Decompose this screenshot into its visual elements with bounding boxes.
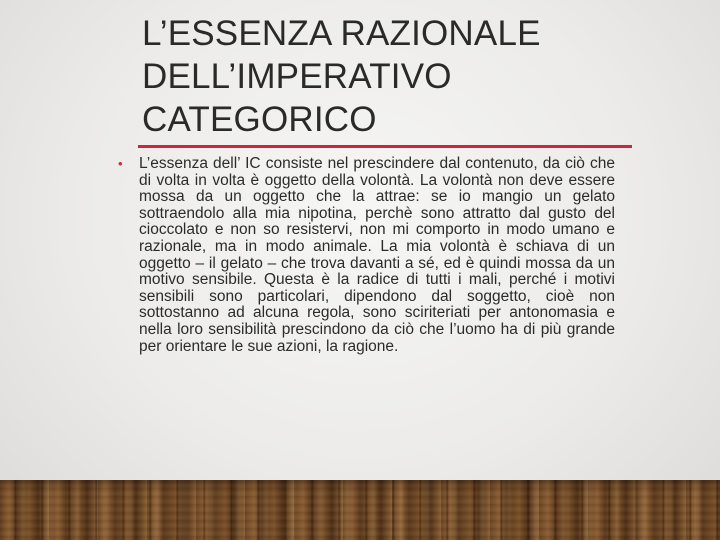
wood-grain-overlay [0,480,720,540]
title-line-1: L’ESSENZA RAZIONALE [142,14,541,53]
title-line-3: CATEGORICO [142,100,377,139]
slide-title [142,12,612,141]
title-divider [138,145,632,148]
bullet-text: L’essenza dell’ IC consiste nel prescindere dal contenuto, da ciò che di volta in volta è oggetto della volontà. La volontà non deve essere mossa da un oggetto che la attrae: se io mangio un gelato sottraendolo alla mia nipotina, perchè sono attratto dal gusto del cioccolato e non so resistervi, non mi comporto in modo umano e razionale, ma in modo animale. La mia volontà è schiava di un oggetto – il gelato – che trova davanti a sé, ed è quindi mossa da un motivo sensibile. Questa è la radice di tutti i mali, perché i motivi sensibili sono particolari, dipendono dal soggetto, cioè non sottostanno ad alcuna regola, sono sciriteriati per antonomasia e nella loro sensibilità prescindono da ciò che l’uomo ha di più grande per orientare le sue azioni, la ragione. [139,155,615,355]
bullet-icon: • [118,156,123,171]
title-line-2: DELL’IMPERATIVO [142,57,452,96]
